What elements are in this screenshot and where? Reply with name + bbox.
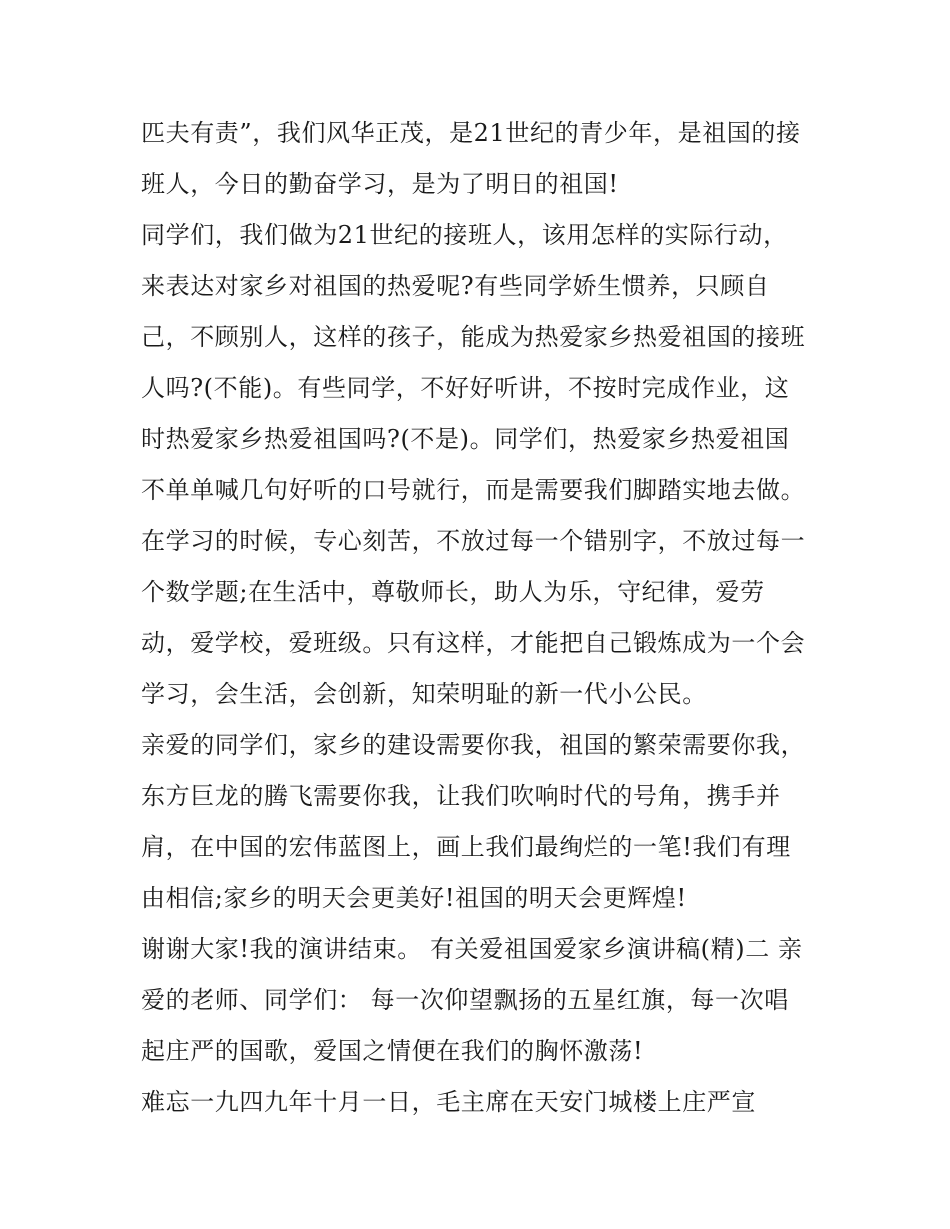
text-line: 己，不顾别人，这样的孩子，能成为热爱家乡热爱祖国的接班 [141, 323, 806, 351]
text-line: 东方巨龙的腾飞需要你我，让我们吹响时代的号角，携手并 [141, 782, 781, 810]
text-line: 学习，会生活，会创新，知荣明耻的新一代小公民。 [141, 680, 707, 708]
text-line: 来表达对家乡对祖国的热爱呢?有些同学娇生惯养，只顾自 [141, 272, 770, 300]
text-line: 时热爱家乡热爱祖国吗?(不是)。同学们，热爱家乡热爱祖国 [141, 425, 790, 453]
text-line: 动，爱学校，爱班级。只有这样，才能把自己锻炼成为一个会 [141, 629, 806, 657]
text-line: 爱的老师、同学们： 每一次仰望飘扬的五星红旗，每一次唱 [141, 986, 789, 1014]
text-line: 肩，在中国的宏伟蓝图上，画上我们最绚烂的一笔!我们有理 [141, 833, 791, 861]
text-line: 个数学题;在生活中，尊敬师长，助人为乐，守纪律，爱劳 [141, 578, 765, 606]
text-line: 起庄严的国歌，爱国之情便在我们的胸怀激荡! [141, 1037, 644, 1065]
text-line: 同学们，我们做为21世纪的接班人，该用怎样的实际行动， [141, 221, 788, 249]
text-line: 不单单喊几句好听的口号就行，而是需要我们脚踏实地去做。 [141, 476, 806, 504]
text-line: 谢谢大家!我的演讲结束。 有关爱祖国爱家乡演讲稿(精)二 亲 [141, 935, 803, 963]
text-line: 由相信;家乡的明天会更美好!祖国的明天会更辉煌! [141, 884, 687, 912]
speech-text-body [141, 108, 841, 1128]
text-line: 难忘一九四九年十月一日，毛主席在天安门城楼上庄严宣 [141, 1088, 756, 1116]
text-line: 班人，今日的勤奋学习，是为了明日的祖国! [141, 170, 619, 198]
text-line: 亲爱的同学们，家乡的建设需要你我，祖国的繁荣需要你我， [141, 731, 806, 759]
text-line: 在学习的时候，专心刻苦，不放过每一个错别字，不放过每一 [141, 527, 806, 555]
text-line: 人吗?(不能)。有些同学，不好好听讲，不按时完成作业，这 [141, 374, 790, 402]
text-line: 匹夫有责”，我们风华正茂，是21世纪的青少年，是祖国的接 [141, 119, 801, 147]
